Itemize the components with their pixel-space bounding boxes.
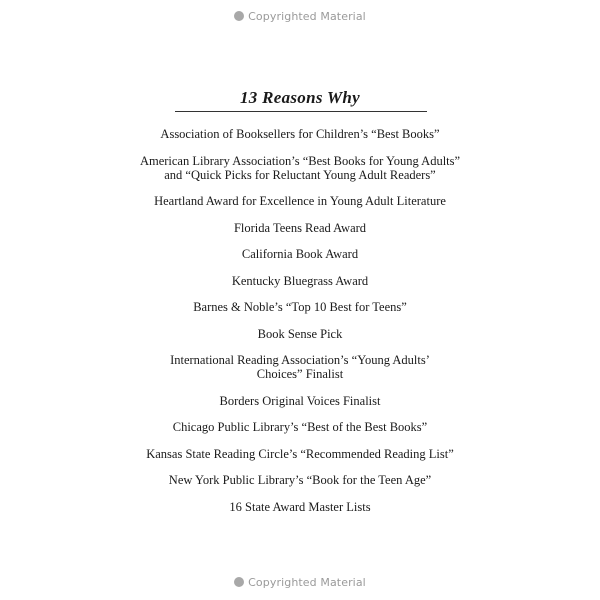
title-divider bbox=[175, 111, 427, 112]
award-item bbox=[100, 353, 500, 381]
award-line: International Reading Association’s “Young Adults’ bbox=[170, 353, 430, 367]
award-line: Association of Booksellers for Children’s “Best Books” bbox=[160, 127, 440, 141]
award-item bbox=[100, 500, 500, 514]
copyright-circle-icon bbox=[234, 11, 244, 21]
award-line: Book Sense Pick bbox=[257, 326, 343, 341]
award-line: Choices” Finalist bbox=[256, 367, 344, 381]
award-item bbox=[100, 247, 500, 261]
watermark-top-text: Copyrighted Material bbox=[248, 10, 366, 23]
award-item bbox=[100, 274, 500, 288]
award-line: Heartland Award for Excellence in Young Adult Literature bbox=[154, 194, 446, 208]
award-item bbox=[100, 127, 500, 141]
award-line: American Library Association’s “Best Books for Young Adults” bbox=[139, 153, 461, 168]
award-item bbox=[100, 300, 500, 314]
award-list bbox=[100, 127, 500, 526]
award-item bbox=[100, 327, 500, 341]
award-line: New York Public Library’s “Book for the Teen Age” bbox=[168, 473, 432, 487]
award-line: Barnes & Noble’s “Top 10 Best for Teens” bbox=[193, 300, 407, 314]
award-item bbox=[100, 420, 500, 434]
page-title: 13 Reasons Why bbox=[239, 88, 361, 107]
award-line: California Book Award bbox=[241, 247, 359, 261]
award-line: Chicago Public Library’s “Best of the Best Books” bbox=[172, 420, 428, 434]
award-item bbox=[100, 194, 500, 208]
award-item bbox=[100, 473, 500, 487]
award-line: 16 State Award Master Lists bbox=[229, 499, 371, 514]
award-item bbox=[100, 221, 500, 235]
award-line: and “Quick Picks for Reluctant Young Adult Readers” bbox=[164, 167, 436, 182]
award-line: Borders Original Voices Finalist bbox=[219, 393, 381, 408]
award-item bbox=[100, 154, 500, 182]
award-item bbox=[100, 447, 500, 461]
award-line: Kentucky Bluegrass Award bbox=[231, 273, 369, 288]
watermark-top bbox=[0, 10, 600, 23]
watermark-bottom bbox=[0, 576, 600, 589]
award-item bbox=[100, 394, 500, 408]
watermark-bottom-text: Copyrighted Material bbox=[248, 576, 366, 589]
award-line: Kansas State Reading Circle’s “Recommended Reading List” bbox=[146, 446, 454, 461]
copyright-circle-icon bbox=[234, 577, 244, 587]
award-line: Florida Teens Read Award bbox=[233, 220, 367, 235]
